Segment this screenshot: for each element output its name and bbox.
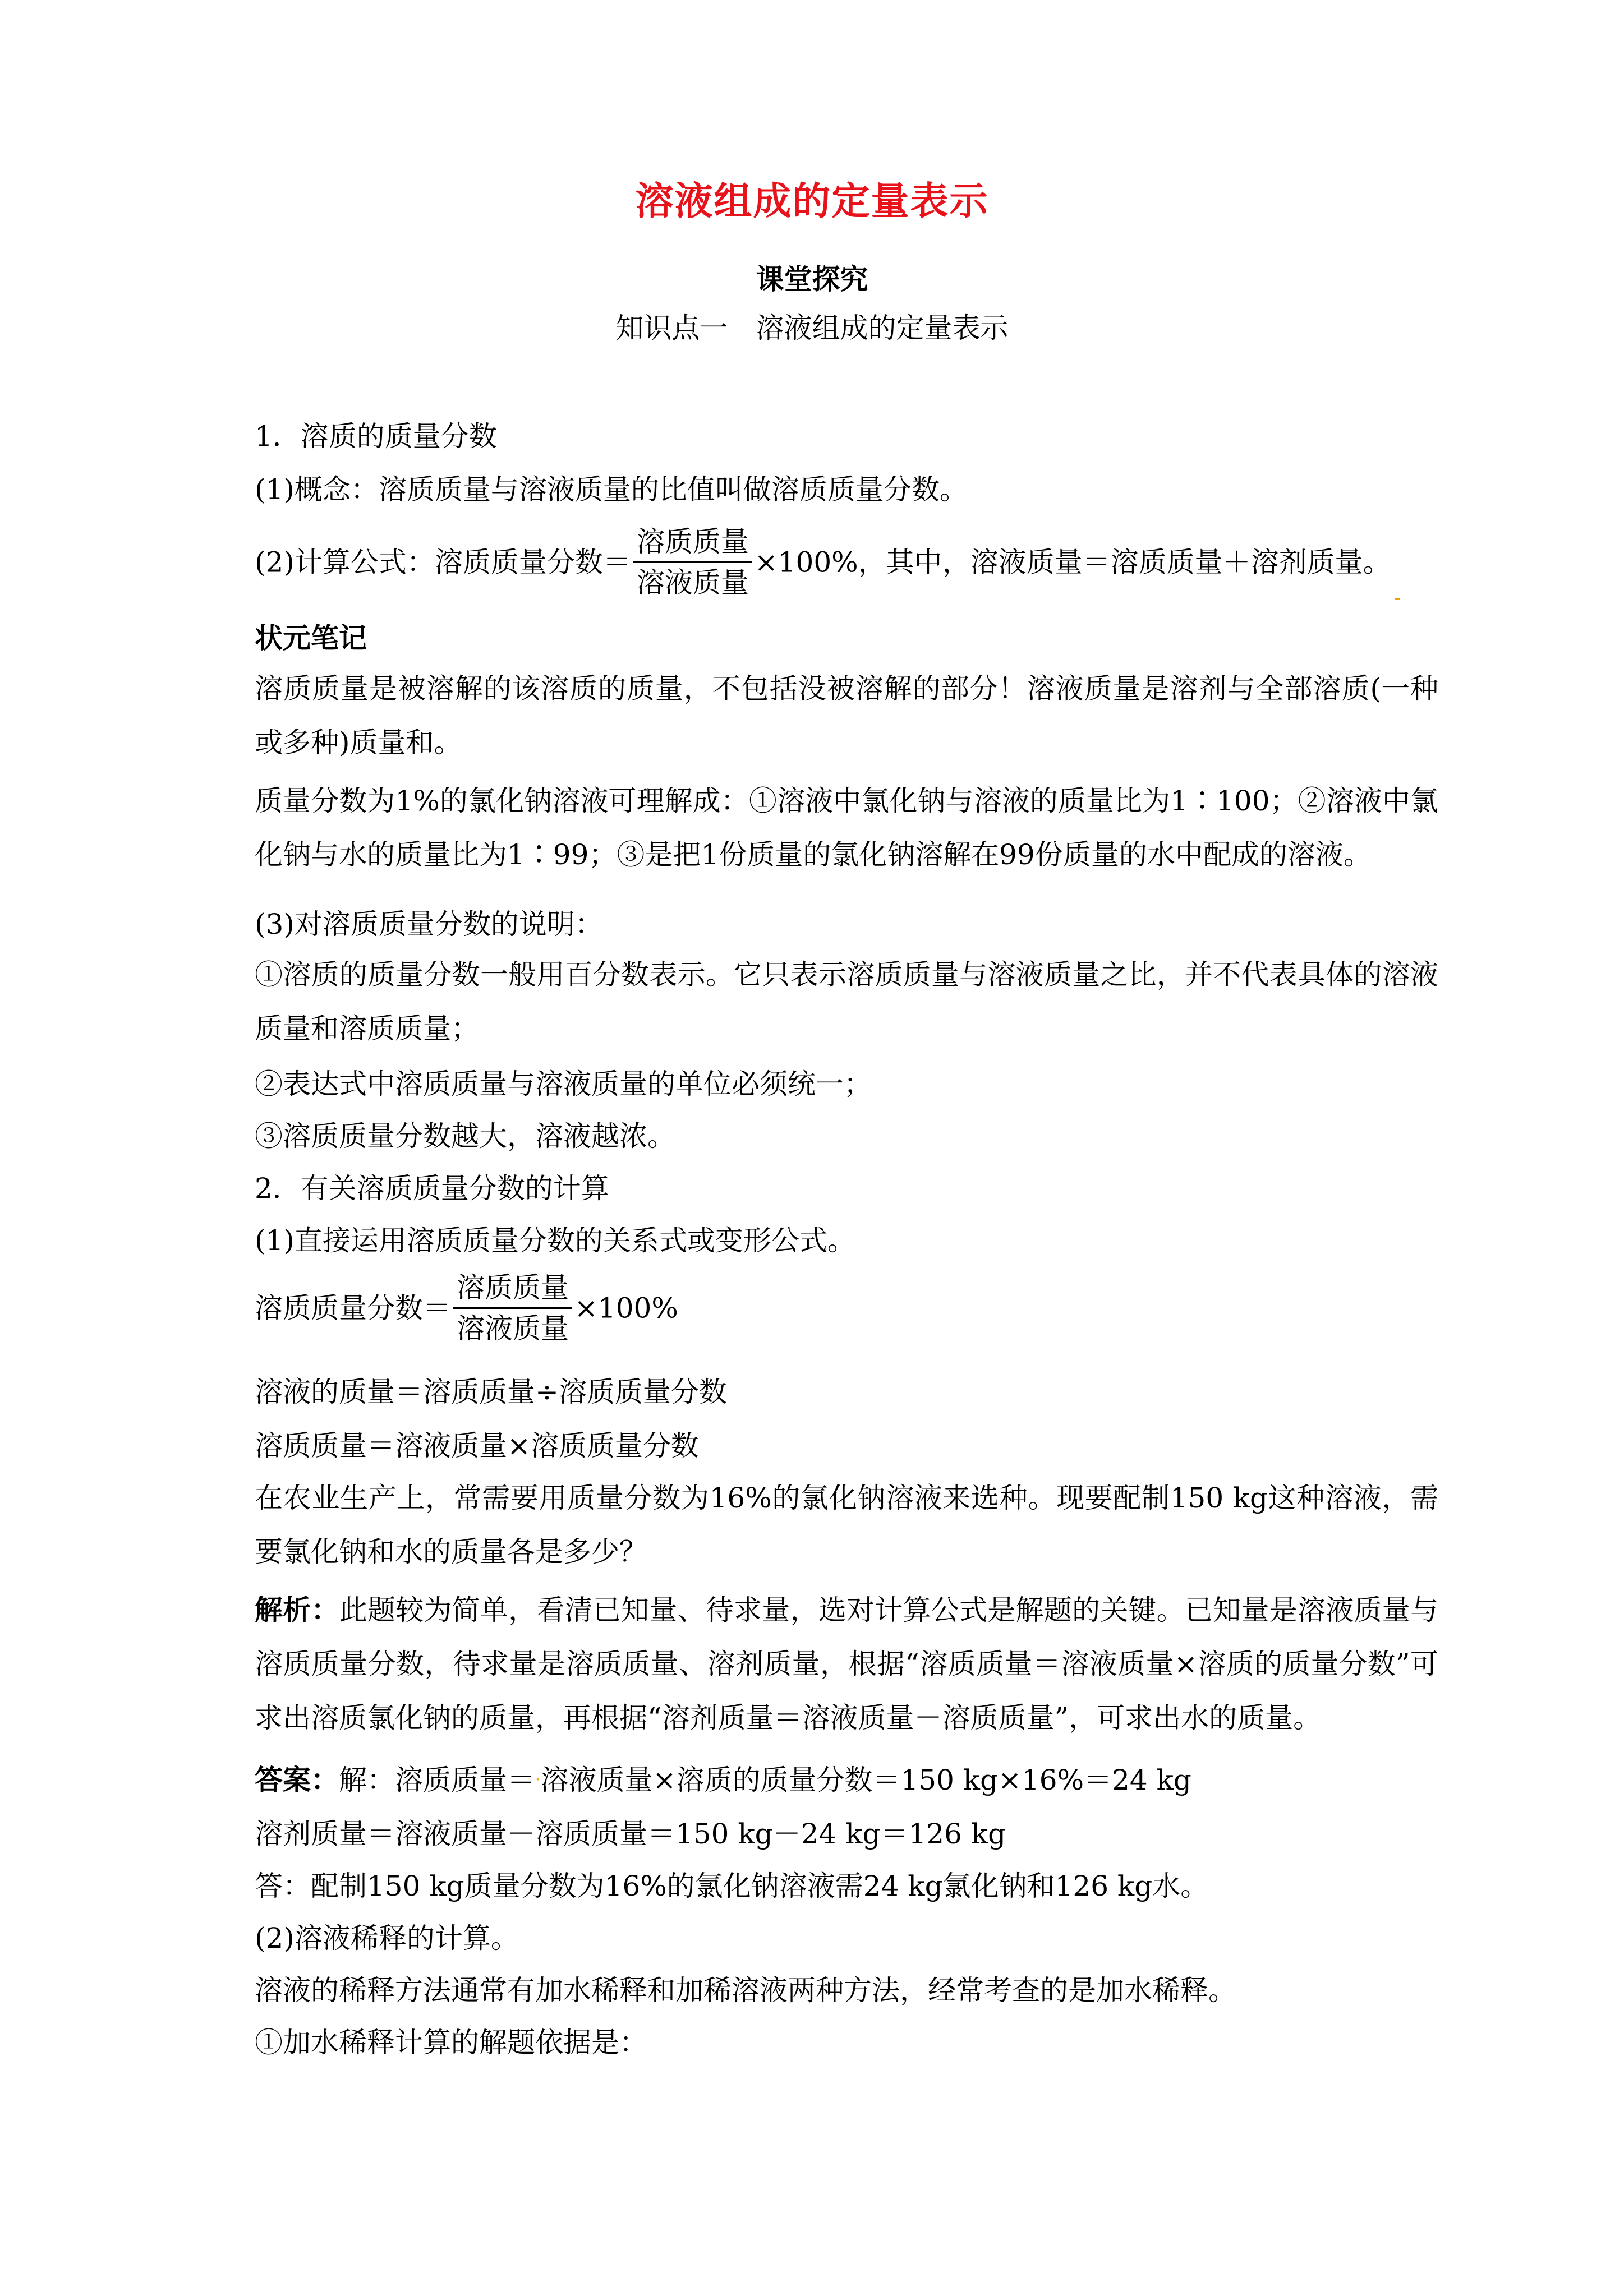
explanation-item-2: ②表达式中溶质质量与溶液质量的单位必须统一； [255,1068,872,1100]
formula-3: 溶质质量＝溶液质量×溶质质量分数 [255,1430,699,1462]
question-paragraph: 在农业生产上，常需要用质量分数为16%的氯化钠溶液来选种。现要配制150 kg这种溶液，需要氯化钠和水的质量各是多少？ [255,1482,1438,1568]
page-title: 溶液组成的定量表示 [635,179,989,224]
edit-tick: · [535,1770,541,1790]
formula-1 [255,1270,678,1346]
formula-paragraph [255,524,1400,600]
analysis-text: 此题较为简单，看清已知量、待求量，选对计算公式是解题的关键。已知量是溶液质量与溶质质量分数，待求量是溶质质量、溶剂质量，根据“溶质质量＝溶液质量×溶质的质量分数”可求出溶质氯化钠的质量，再根据“溶剂质量＝溶液质量－溶质质量”，可求出水的质量。 [255,1594,1439,1734]
analysis-paragraph [255,1583,1438,1745]
dilution-paragraph: 溶液的稀释方法通常有加水稀释和加稀溶液两种方法，经常考查的是加水稀释。 [255,1974,1236,2007]
dilution-heading: (2)溶液稀释的计算。 [255,1922,519,1954]
direct-formula-paragraph: (1)直接运用溶质质量分数的关系式或变形公式。 [255,1224,855,1257]
answer-line-2: 溶剂质量＝溶液质量－溶质质量＝150 kg－24 kg＝126 kg [255,1818,1006,1850]
edit-mark [1395,598,1400,600]
formula-1-prefix: 溶质质量分数＝ [255,1292,451,1325]
fraction-2-numerator: 溶质质量 [453,1270,572,1309]
fraction-2 [453,1270,572,1346]
formula-suffix: ×100%，其中，溶液质量＝溶质质量＋溶剂质量。 [754,546,1391,579]
explanation-item-1: ①溶质的质量分数一般用百分数表示。它只表示溶质质量与溶液质量之比，并不代表具体的溶液质量和溶质质量； [255,958,1438,1045]
answer-text-b: 溶液质量×溶质的质量分数＝150 kg×16%＝24 kg [540,1764,1191,1796]
knowledge-point-heading: 知识点一 溶液组成的定量表示 [615,312,1009,344]
concept-paragraph: (1)概念：溶质质量与溶液质量的比值叫做溶质质量分数。 [255,473,968,506]
answer-line-1 [255,1763,1191,1797]
explanation-item-3: ③溶质质量分数越大，溶液越浓。 [255,1120,675,1152]
note-paragraph-2: 质量分数为1%的氯化钠溶液可理解成：①溶液中氯化钠与溶液的质量比为1∶100；②溶液中氯化钠与水的质量比为1∶99；③是把1份质量的氯化钠溶解在99份质量的水中配成的溶液。 [255,785,1438,871]
note-paragraph-1: 溶质质量是被溶解的该溶质的质量，不包括没被溶解的部分！溶液质量是溶剂与全部溶质(一种或多种)质量和。 [255,672,1438,759]
dilution-basis: ①加水稀释计算的解题依据是： [255,2026,647,2059]
fraction-numerator: 溶质质量 [633,524,752,563]
analysis-label: 解析： [255,1593,339,1626]
explanation-heading: (3)对溶质质量分数的说明： [255,908,603,940]
fraction [633,524,752,600]
formula-2: 溶液的质量＝溶质质量÷溶质质量分数 [255,1376,727,1408]
formula-prefix: (2)计算公式：溶质质量分数＝ [255,546,631,579]
section-2-heading: 2．有关溶质质量分数的计算 [255,1172,609,1205]
answer-line-3: 答：配制150 kg质量分数为16%的氯化钠溶液需24 kg氯化钠和126 kg水。 [255,1870,1209,1902]
formula-1-suffix: ×100% [574,1292,678,1325]
fraction-denominator: 溶液质量 [636,566,749,599]
fraction-2-denominator: 溶液质量 [457,1312,569,1345]
note-heading: 状元笔记 [255,621,367,654]
section-1-heading: 1．溶质的质量分数 [255,420,497,453]
answer-label: 答案： [255,1763,339,1796]
section-subtitle: 课堂探究 [756,262,868,296]
answer-text-a: 解：溶质质量＝ [339,1764,535,1796]
